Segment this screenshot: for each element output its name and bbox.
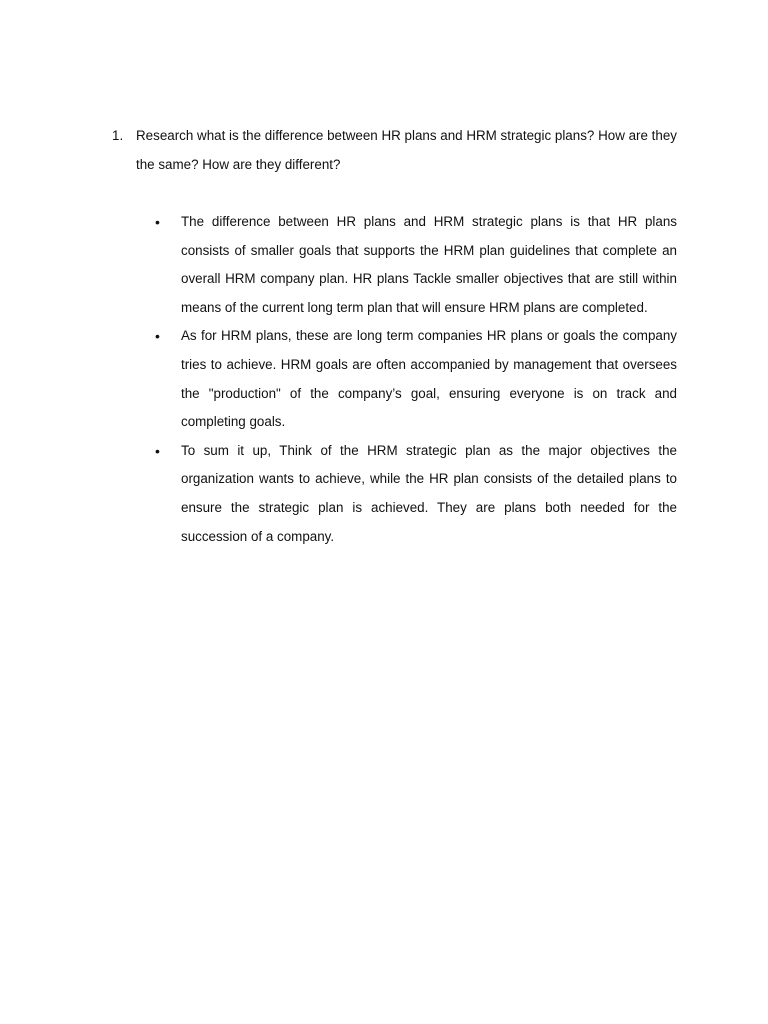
answer-bullet-list bbox=[155, 208, 677, 551]
bullet-text: To sum it up, Think of the HRM strategic plan as the major objectives the organization wants to achieve, while the HR plan consists of the detailed plans to ensure the strategic plan is achieved. They are plans both needed for the succession of a company. bbox=[181, 442, 677, 544]
bullet-item-hrm-plans bbox=[155, 322, 677, 436]
question-number: 1. bbox=[112, 128, 124, 143]
bullet-icon: • bbox=[155, 328, 160, 345]
numbered-question bbox=[112, 122, 677, 179]
bullet-icon: • bbox=[155, 442, 160, 459]
bullet-text: As for HRM plans, these are long term companies HR plans or goals the company tries to achieve. HRM goals are often accompanied by management that oversees the "production" of the company’s goal, ensuring everyone is on track and completing goals. bbox=[181, 328, 677, 430]
bullet-item-hr-plans bbox=[155, 208, 677, 322]
question-text: Research what is the difference between HR plans and HRM strategic plans? How are they the same? How are they different? bbox=[136, 128, 677, 172]
bullet-text: The difference between HR plans and HRM strategic plans is that HR plans consists of smaller goals that supports the HRM plan guidelines that complete an overall HRM company plan. HR plans Tackle smaller objectives that are still within means of the current long term plan that will ensure HRM plans are completed. bbox=[181, 214, 677, 315]
bullet-item-summary bbox=[155, 437, 677, 551]
bullet-icon: • bbox=[155, 214, 160, 230]
